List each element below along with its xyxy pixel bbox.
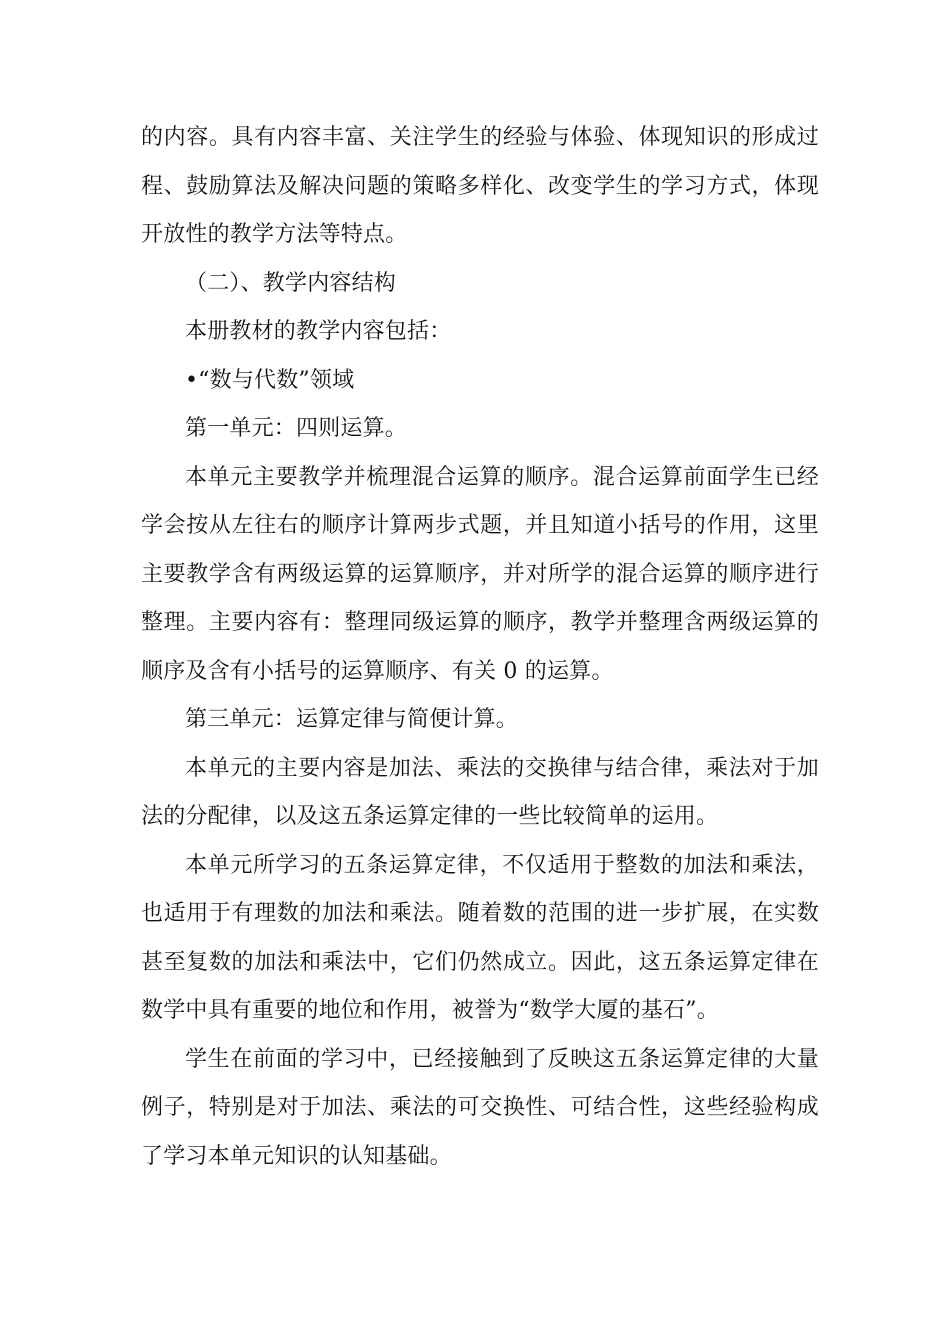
paragraph-content-includes: 本册教材的教学内容包括： <box>185 319 452 344</box>
paragraph-unit-three-body-3: 学生在前面的学习中，已经接触到了反映这五条运算定律的大量例子，特别是对于加法、乘法的可交换性、可结合性，这些经验构成了学习本单元知识的认知基础。 <box>141 1046 819 1169</box>
paragraph-unit-one-body: 本单元主要教学并梳理混合运算的顺序。混合运算前面学生已经学会按从左往右的顺序计算两步式题，并且知道小括号的作用，这里主要教学含有两级运算的运算顺序，并对所学的混合运算的顺序进行整理。主要内容有：整理同级运算的顺序，教学并整理含两级运算的顺序及含有小括号的运算顺序、有关 0 的运算。 <box>141 464 819 684</box>
document-page <box>141 114 819 1181</box>
domain-bullet-item: •“数与代数”领域 <box>185 367 355 393</box>
unit-three-title: 第三单元：运算定律与简便计算。 <box>185 707 519 732</box>
unit-one-title: 第一单元：四则运算。 <box>185 416 408 441</box>
paragraph-unit-three-body-1: 本单元的主要内容是加法、乘法的交换律与结合律，乘法对于加法的分配律，以及这五条运算定律的一些比较简单的运用。 <box>141 755 819 829</box>
paragraph-unit-three-body-2: 本单元所学习的五条运算定律，不仅适用于整数的加法和乘法，也适用于有理数的加法和乘法。随着数的范围的进一步扩展，在实数甚至复数的加法和乘法中，它们仍然成立。因此，这五条运算定律在数学中具有重要的地位和作用，被誉为“数学大厦的基石”。 <box>141 852 819 1023</box>
section-heading: （二）、教学内容结构 <box>185 270 397 296</box>
paragraph-intro-continued: 的内容。具有内容丰富、关注学生的经验与体验、体现知识的形成过程、鼓励算法及解决问题的策略多样化、改变学生的学习方式，体现开放性的教学方法等特点。 <box>141 125 819 247</box>
